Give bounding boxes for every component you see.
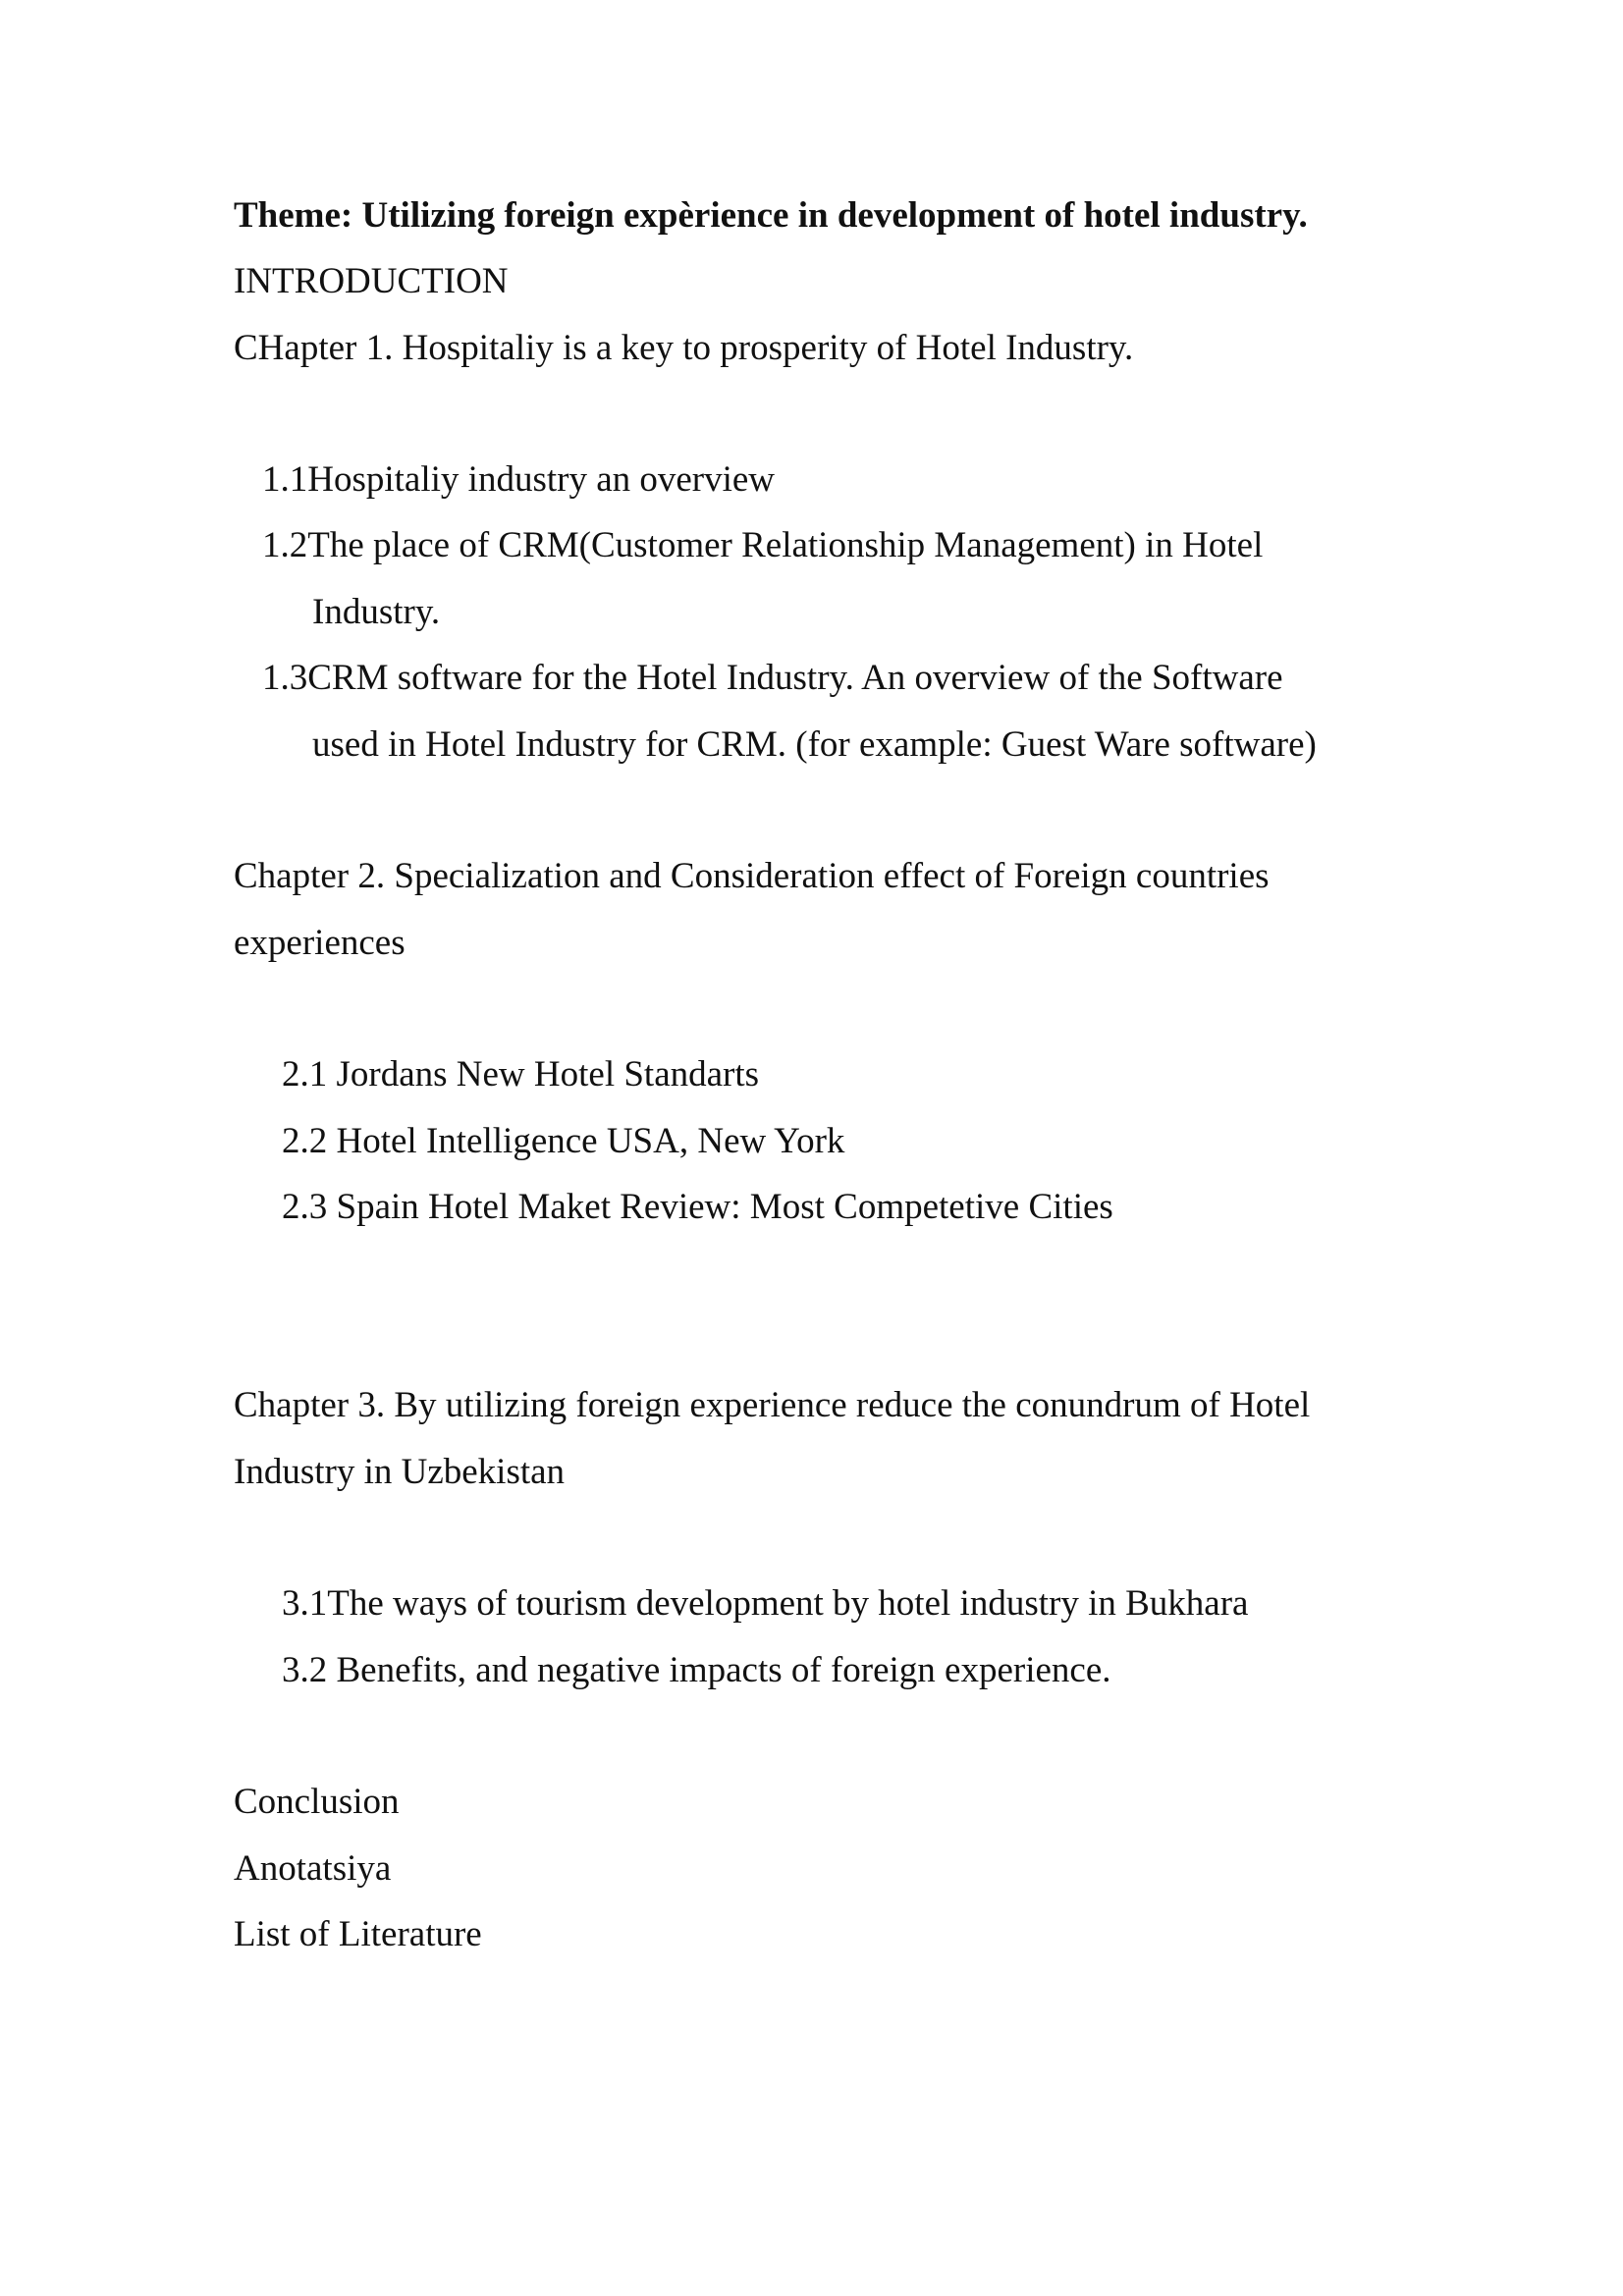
section-2-2: 2.2 Hotel Intelligence USA, New York [282,1121,845,1161]
section-1-1: 1.1Hospitaliy industry an overview [262,459,776,500]
section-3-1: 3.1The ways of tourism development by hotel industry in Bukhara [282,1583,1249,1624]
chapter3-title-continued: Industry in Uzbekistan [234,1452,566,1492]
introduction-entry: INTRODUCTION [234,261,509,301]
conclusion-entry: Conclusion [234,1782,400,1822]
section-2-1: 2.1 Jordans New Hotel Standarts [282,1054,760,1095]
anotatsiya-entry: Anotatsiya [234,1848,392,1889]
section-3-2: 3.2 Benefits, and negative impacts of foreign experience. [282,1650,1111,1690]
section-2-3: 2.3 Spain Hotel Maket Review: Most Competetive Cities [282,1187,1113,1227]
theme-heading: Theme: Utilizing foreign expèrience in development of hotel industry. [234,195,1308,236]
section-1-3: 1.3CRM software for the Hotel Industry. An overview of the Software [262,658,1283,698]
chapter2-title-continued: experiences [234,923,406,963]
literature-entry: List of Literature [234,1914,482,1954]
section-1-2: 1.2The place of CRM(Customer Relationship Management) in Hotel [262,525,1264,565]
chapter2-title: Chapter 2. Specialization and Consideration effect of Foreign countries [234,856,1270,896]
section-1-3-continued: used in Hotel Industry for CRM. (for example: Guest Ware software) [312,724,1317,765]
chapter3-title: Chapter 3. By utilizing foreign experience reduce the conundrum of Hotel [234,1385,1311,1425]
chapter1-title: CHapter 1. Hospitaliy is a key to prosperity of Hotel Industry. [234,328,1134,368]
section-1-2-continued: Industry. [312,592,441,632]
